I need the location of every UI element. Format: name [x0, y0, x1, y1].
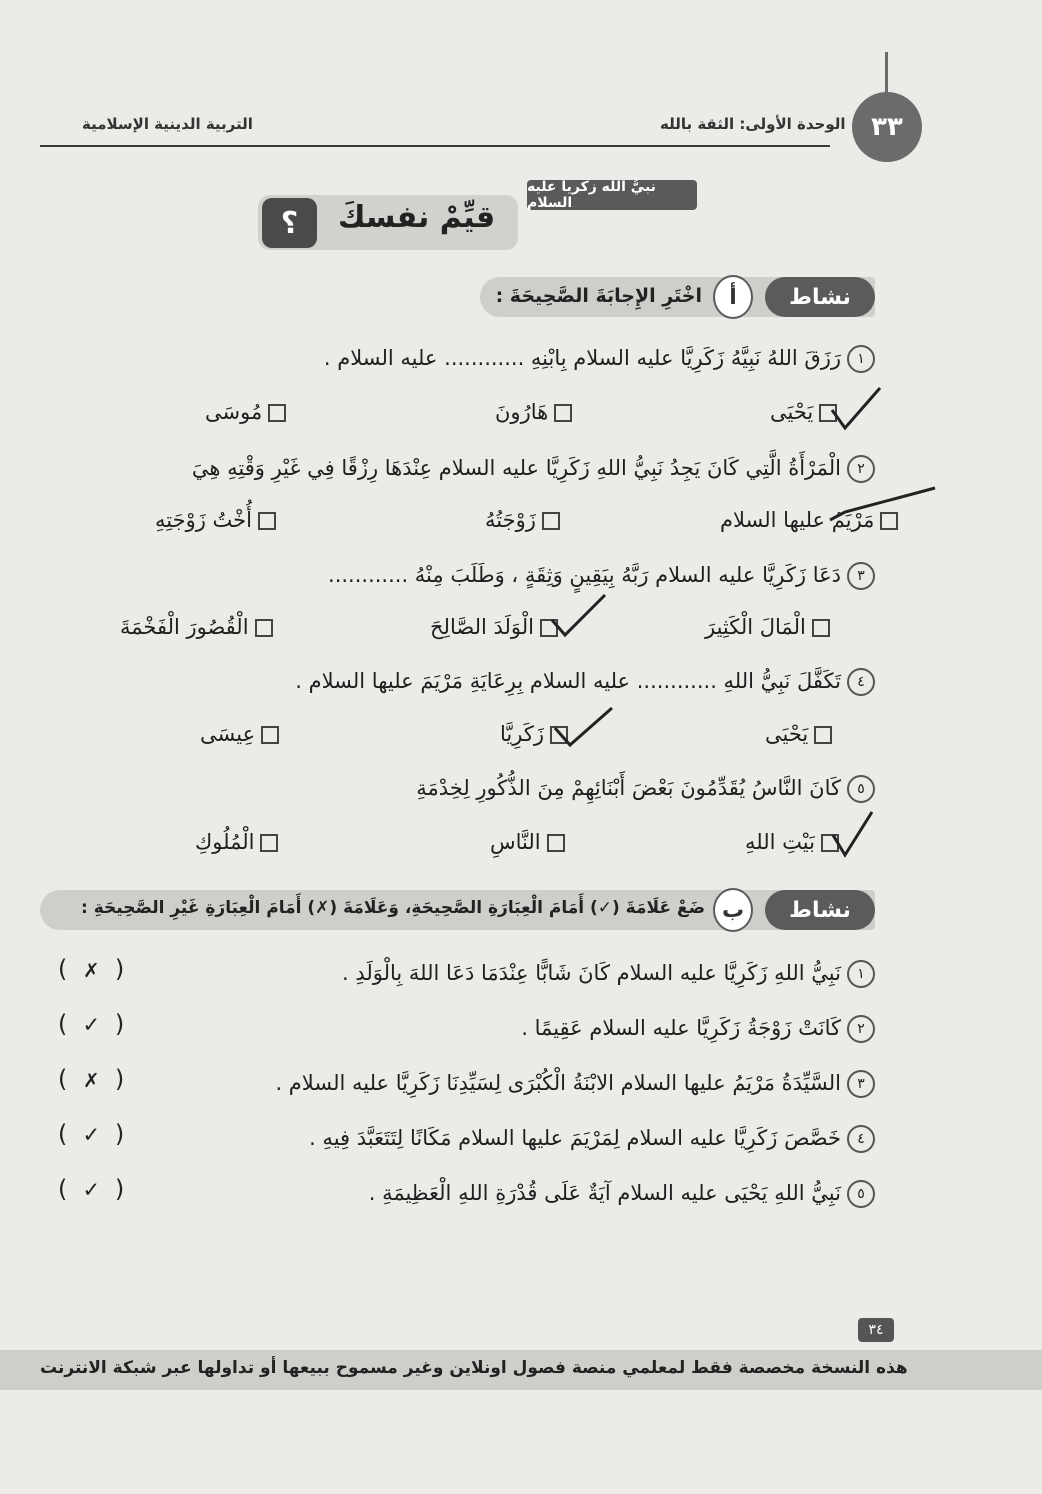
statement-text: نَبِيُّ اللهِ يَحْيَى عليه السلام آيَةٌ عَلَى قُدْرَةِ اللهِ الْعَظِيمَةِ . [368, 1181, 841, 1205]
checkbox[interactable] [880, 512, 898, 530]
activity-a-letter: أ [713, 275, 753, 319]
question-number: ٤ [847, 668, 875, 696]
option-1c[interactable] [205, 400, 286, 424]
option-1a[interactable] [770, 400, 837, 424]
statement-text: كَانَتْ زَوْجَةُ زَكَرِيَّا عليه السلام عَقِيمًا . [521, 1016, 841, 1040]
option-4c[interactable] [200, 722, 279, 746]
option-3a[interactable] [705, 615, 830, 639]
option-label: الْقُصُورَ الْفَخْمَةَ [120, 615, 249, 639]
checkbox[interactable] [268, 404, 286, 422]
check-mark-q3 [552, 595, 605, 635]
checkbox[interactable] [547, 834, 565, 852]
checkbox[interactable] [819, 404, 837, 422]
subject-title: التربية الدينية الإسلامية [82, 115, 253, 133]
page-number: ٣٤ [858, 1318, 894, 1342]
option-label: زَوْجَتُهُ [485, 508, 536, 532]
question-4 [295, 668, 875, 696]
option-label: الْوَلَدَ الصَّالِحَ [430, 615, 534, 639]
option-5a[interactable] [745, 830, 839, 854]
checkbox[interactable] [812, 619, 830, 637]
option-2b[interactable] [485, 508, 560, 532]
activity-b-label: نشاط [765, 890, 875, 930]
checkbox[interactable] [550, 726, 568, 744]
checkbox[interactable] [542, 512, 560, 530]
checkbox[interactable] [260, 834, 278, 852]
question-text: دَعَا زَكَرِيَّا عليه السلام رَبَّهُ بِيَقِينٍ وَثِقَةٍ ، وَطَلَبَ مِنْهُ ............ [328, 563, 841, 587]
answer-2[interactable]: ( ✓ ) [55, 1010, 128, 1038]
option-1b[interactable] [495, 400, 572, 424]
option-label: مُوسَى [205, 400, 263, 424]
answer-1[interactable]: ( ✗ ) [55, 955, 128, 983]
check-mark-q1 [832, 388, 880, 428]
question-number: ٥ [847, 775, 875, 803]
question-number: ١ [847, 345, 875, 373]
option-4a[interactable] [765, 722, 832, 746]
option-2c[interactable] [155, 508, 276, 532]
question-text: تَكَفَّلَ نَبِيُّ اللهِ ............ عليه السلام بِرِعَايَةِ مَرْيَمَ عليها السلام . [295, 669, 841, 693]
answer-4[interactable]: ( ✓ ) [55, 1120, 128, 1148]
option-3b[interactable] [430, 615, 558, 639]
topic-tag: نبيُّ الله زكريا عليه السلام [527, 180, 697, 210]
activity-a-instruction: اخْتَرِ الإِجابَةَ الصَّحِيحَةَ : [495, 285, 702, 307]
activity-b-instruction: ضَعْ عَلَامَةَ (✓) أَمَامَ الْعِبَارَةِ الصَّحِيحَةِ، وَعَلَامَةَ (✗) أَمَامَ الْعِبَارَةِ غَيْرِ الصَّحِيحَةِ : [80, 898, 705, 918]
checkbox[interactable] [814, 726, 832, 744]
footer-notice: هذه النسخة مخصصة فقط لمعلمي منصة فصول اونلاين وغير مسموح ببيعها أو تداولها عبر شبكة الانترنت [40, 1358, 908, 1378]
statement-3 [275, 1070, 875, 1098]
question-number: ٣ [847, 562, 875, 590]
option-3c[interactable] [120, 615, 273, 639]
option-label: يَحْيَى [770, 400, 814, 424]
option-label: هَارُونَ [495, 400, 549, 424]
option-5b[interactable] [490, 830, 565, 854]
unit-badge: ٣٣ [852, 92, 922, 162]
option-label: الْمَالَ الْكَثِيرَ [705, 615, 806, 639]
question-5 [360, 775, 875, 803]
checkbox[interactable] [258, 512, 276, 530]
option-4b[interactable] [500, 722, 568, 746]
checkbox[interactable] [255, 619, 273, 637]
statement-text: السَّيِّدَةُ مَرْيَمُ عليها السلام الابْنَةُ الْكُبْرَى لِسَيِّدِنَا زَكَرِيَّا عليه السلام . [275, 1071, 841, 1095]
option-5c[interactable] [195, 830, 278, 854]
checkbox[interactable] [821, 834, 839, 852]
question-2 [191, 455, 875, 483]
statement-1 [330, 960, 875, 988]
option-label: الْمُلُوكِ [195, 830, 255, 854]
checkbox[interactable] [554, 404, 572, 422]
activity-a-label: نشاط [765, 277, 875, 317]
statement-4 [309, 1125, 875, 1153]
question-text: الْمَرْأَةُ الَّتِي كَانَ يَجِدُ نَبِيُّ اللهِ زَكَرِيَّا عليه السلام عِنْدَهَا رِزْقًا فِي غَيْرِ وَقْتِهِ هِيَ [191, 456, 841, 480]
section-title: قيِّمْ نفسكَ [338, 200, 496, 235]
checkbox[interactable] [261, 726, 279, 744]
statement-number: ٥ [847, 1180, 875, 1208]
statement-number: ٢ [847, 1015, 875, 1043]
statement-number: ٤ [847, 1125, 875, 1153]
statement-number: ٣ [847, 1070, 875, 1098]
question-mark-icon: ؟ [262, 198, 317, 248]
statement-2 [330, 1015, 875, 1043]
header-divider [40, 145, 830, 147]
unit-title: الوحدة الأولى: الثقة بالله [660, 115, 846, 133]
option-2a[interactable] [720, 508, 898, 532]
question-1 [323, 345, 875, 373]
question-text: كَانَ النَّاسُ يُقَدِّمُونَ بَعْضَ أَبْنَائِهِمْ مِنَ الذُّكُورِ لِخِدْمَةِ [416, 776, 841, 800]
option-label: النَّاسِ [490, 830, 541, 854]
question-text: رَزَقَ اللهُ نَبِيَّهُ زَكَرِيَّا عليه السلام بِابْنِهِ ............ عليه السلام . [323, 346, 841, 370]
activity-b-letter: ب [713, 888, 753, 932]
option-label: بَيْتِ اللهِ [745, 830, 815, 854]
option-label: يَحْيَى [765, 722, 809, 746]
option-label: مَرْيَمُ عليها السلام [720, 508, 875, 532]
question-number: ٢ [847, 455, 875, 483]
statement-number: ١ [847, 960, 875, 988]
answer-3[interactable]: ( ✗ ) [55, 1065, 128, 1093]
answer-5[interactable]: ( ✓ ) [55, 1175, 128, 1203]
question-3 [300, 562, 875, 590]
option-label: زَكَرِيَّا [500, 722, 544, 746]
option-label: أُخْتُ زَوْجَتِهِ [155, 508, 252, 532]
checkbox[interactable] [540, 619, 558, 637]
statement-5 [330, 1180, 875, 1208]
option-label: عِيسَى [200, 722, 256, 746]
statement-text: نَبِيُّ اللهِ زَكَرِيَّا عليه السلام كَانَ شَابًّا عِنْدَمَا دَعَا اللهَ بِالْوَلَدِ . [341, 961, 841, 985]
statement-text: خَصَّصَ زَكَرِيَّا عليه السلام لِمَرْيَمَ عليها السلام مَكَانًا لِتَتَعَبَّدَ فِيهِ . [309, 1126, 841, 1150]
